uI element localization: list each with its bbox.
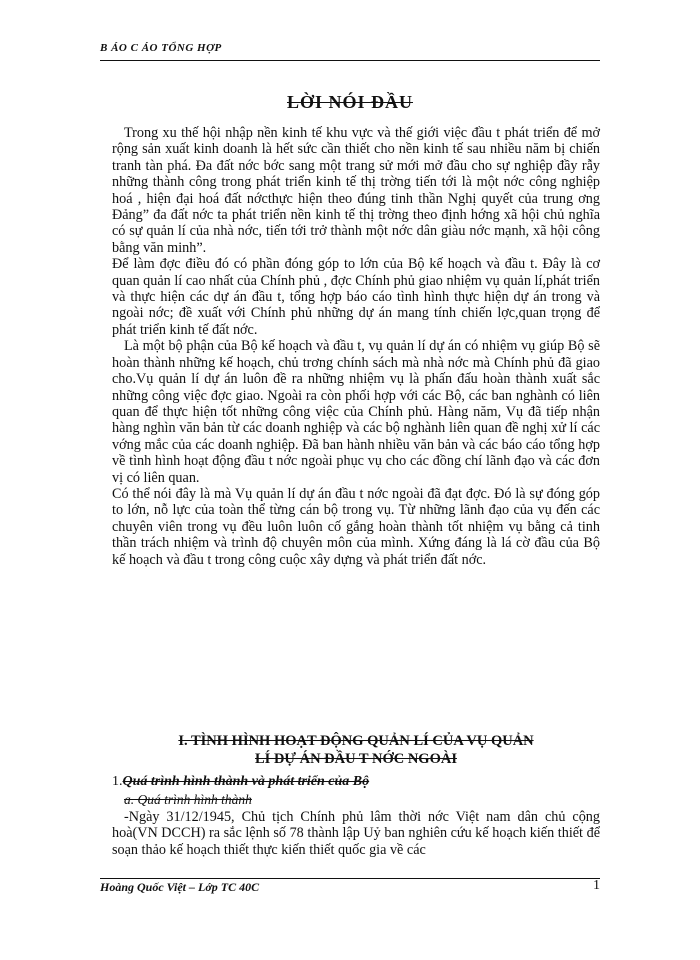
subsection-number: 1.	[112, 774, 123, 789]
page-title: LỜI NÓI ĐẦU	[286, 92, 413, 112]
page-header-text: B ÁO C ÁO TỔNG HỢP	[100, 42, 222, 54]
section-heading-line-2: LÍ DỰ ÁN ĐẦU T NỚC NGOÀI	[255, 751, 457, 767]
intro-paragraph-3: Là một bộ phận của Bộ kế hoạch và đầu t, vụ quản lí dự án có nhiệm vụ giúp Bộ sẽ hoàn thành những kế hoạch, chủ trơng chính sách mà nhà nớc mà Chính phủ đã giao cho.Vụ quản lí dự án luôn đề ra những nhiệm vụ là phấn đấu hoàn thành xuất sắc những công việc đợc giao. Ngoài ra còn phối hợp với các Bộ, các ban nghành có liên quan để thực hiện tốt những công việc của Chính phủ. Hàng năm, Vụ đã tiếp nhận hàng nghìn văn bản từ các doanh nghiệp và các bộ nghành liên quan đề nghị xử lí các vớng mắc của các doanh nghiệp. Đã ban hành nhiều văn bản và các báo cáo tổng hợp về tình hình hoạt động đầu t nớc ngoài phục vụ cho các đồng chí lãnh đạo và các đơn vị có liên quan.	[112, 338, 600, 486]
subsection-title: Quá trình hình thành và phát triển của Bộ	[122, 774, 370, 789]
subsubsection-heading: a. Quá trình hình thành	[124, 792, 252, 807]
section-heading-line-1: I. TÌNH HÌNH HOẠT ĐỘNG QUẢN LÍ CỦA VỤ QUẢN	[178, 733, 534, 749]
footer-author: Hoàng Quốc Việt – Lớp TC 40C	[100, 880, 260, 894]
section-heading	[112, 732, 600, 768]
intro-paragraph-1: Trong xu thế hội nhập nền kinh tế khu vực và thế giới việc đầu t phát triển để mở rộng sản xuất kinh doanh là hết sức cần thiết cho nền kinh tế sau nhiều năm bị chiến tranh tàn phá. Đa đất nớc bớc sang một trang sử mới mở đầu cho sự nghiệp đầy rẫy những thành công trong phát triển kinh tế thị trờng tiến tới là một nớc công nghiệp hoá , hiện đại hoá đất nớcthực hiện theo đúng tinh thần Nghị quyết của trung ơng Đảng” đa đất nớc ta phát triển nền kinh tế thị trờng theo định hớng xã hội chủ nghĩa có sự quản lí của nhà nớc, tiến tới trở thành một nớc dân giàu nớc mạnh, xã hội công bằng văn minh”.	[112, 125, 600, 256]
footer-rule	[100, 878, 600, 879]
intro-paragraph-2: Để làm đợc điều đó có phần đóng góp to lớn của Bộ kế hoạch và đầu t. Đây là cơ quan quản lí cao nhất của Chính phủ , đợc Chính phủ giao nhiệm vụ quản lí,phát triển và thực hiện các dự án đầu t, tổng hợp báo cáo tình hình thực hiện dự án trong và ngoài nớc; đề xuất với Chính phủ những dự án mang tính chiến lợc,quan trọng để phát triển kinh tế đất nớc.	[112, 256, 600, 338]
header-rule	[100, 60, 600, 61]
subsection-heading	[112, 774, 369, 790]
section-body	[112, 809, 600, 858]
intro-paragraph-4: Có thể nói đây là mà Vụ quản lí dự án đầu t nớc ngoài đã đạt đợc. Đó là sự đóng góp to lớn, nỗ lực của toàn thể từng cán bộ trong vụ. Từ những lãnh đạo của vụ đến các chuyên viên trong vụ đều luôn luôn cố gắng hoàn thành tốt nhiệm vụ bằng cả tinh thần trách nhiệm và trình độ chuyên môn của mình. Xứng đáng là lá cờ đầu của Bộ kế hoạch và đầu t trong công cuộc xây dựng và phát triển đất nớc.	[112, 485, 600, 568]
intro-text	[112, 125, 600, 568]
section-paragraph: -Ngày 31/12/1945, Chủ tịch Chính phủ lâm thời nớc Việt nam dân chủ cộng hoà(VN DCCH) ra sắc lệnh số 78 thành lập Uỷ ban nghiên cứu kế hoạch kiến thiết để soạn thảo kế hoạch thiết thực kiến thiết quốc gia về các	[112, 809, 600, 858]
page-number: 1	[593, 878, 600, 893]
